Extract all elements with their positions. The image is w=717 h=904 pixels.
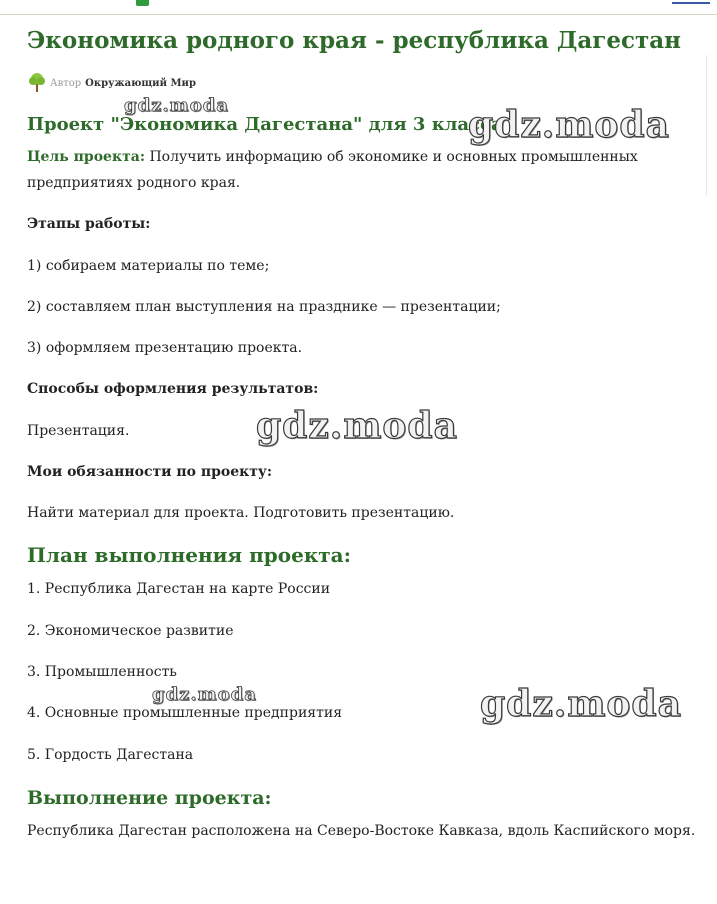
- watermark: gdz.moda: [124, 95, 229, 116]
- page-title: Экономика родного края - республика Дагестан: [27, 27, 681, 54]
- stage-item: 2) составляем план выступления на празднике — презентации;: [27, 299, 501, 315]
- plan-item: 2. Экономическое развитие: [27, 623, 234, 639]
- plan-item: 1. Республика Дагестан на карте России: [27, 581, 331, 597]
- plan-item: 3. Промышленность: [27, 664, 177, 680]
- plan-item: 5. Гордость Дагестана: [27, 747, 194, 763]
- stage-item: 1) собираем материалы по теме;: [27, 258, 270, 274]
- goal-label: Цель проекта:: [27, 149, 145, 165]
- execution-text: Республика Дагестан расположена на Северо-Востоке Кавказа, вдоль Каспийского моря.: [27, 823, 696, 839]
- goal-paragraph-line1: [27, 144, 638, 170]
- results-label: Способы оформления результатов:: [27, 381, 319, 397]
- favicon-fragment: [136, 0, 149, 6]
- watermark: gdz.moda: [152, 684, 257, 705]
- plan-item: 4. Основные промышленные предприятия: [27, 705, 343, 721]
- watermark: gdz.moda: [256, 405, 458, 447]
- watermark: gdz.moda: [468, 104, 670, 146]
- results-text: Презентация.: [27, 423, 130, 439]
- project-heading: Проект "Экономика Дагестана" для 3 класса: [27, 114, 503, 135]
- duties-text: Найти материал для проекта. Подготовить презентацию.: [27, 505, 455, 521]
- duties-label: Мои обязанности по проекту:: [27, 464, 273, 480]
- right-sidebar-edge: [706, 55, 717, 195]
- cut-off-text-line: [27, 860, 687, 868]
- stage-item: 3) оформляем презентацию проекта.: [27, 340, 303, 356]
- browser-top-strip: [0, 0, 717, 15]
- stages-label: Этапы работы:: [27, 216, 151, 232]
- execution-heading: Выполнение проекта:: [27, 787, 272, 809]
- link-fragment[interactable]: [672, 0, 710, 4]
- goal-text: Получить информацию об экономике и основных промышленных: [149, 149, 638, 165]
- tree-icon: [27, 72, 47, 94]
- plan-heading: План выполнения проекта:: [27, 543, 352, 567]
- author-name-link[interactable]: Окружающий Мир: [85, 77, 196, 89]
- author-row: [27, 72, 196, 94]
- goal-paragraph-line2: предприятиях родного края.: [27, 175, 241, 191]
- author-label: Автор: [50, 77, 82, 89]
- watermark: gdz.moda: [480, 683, 682, 725]
